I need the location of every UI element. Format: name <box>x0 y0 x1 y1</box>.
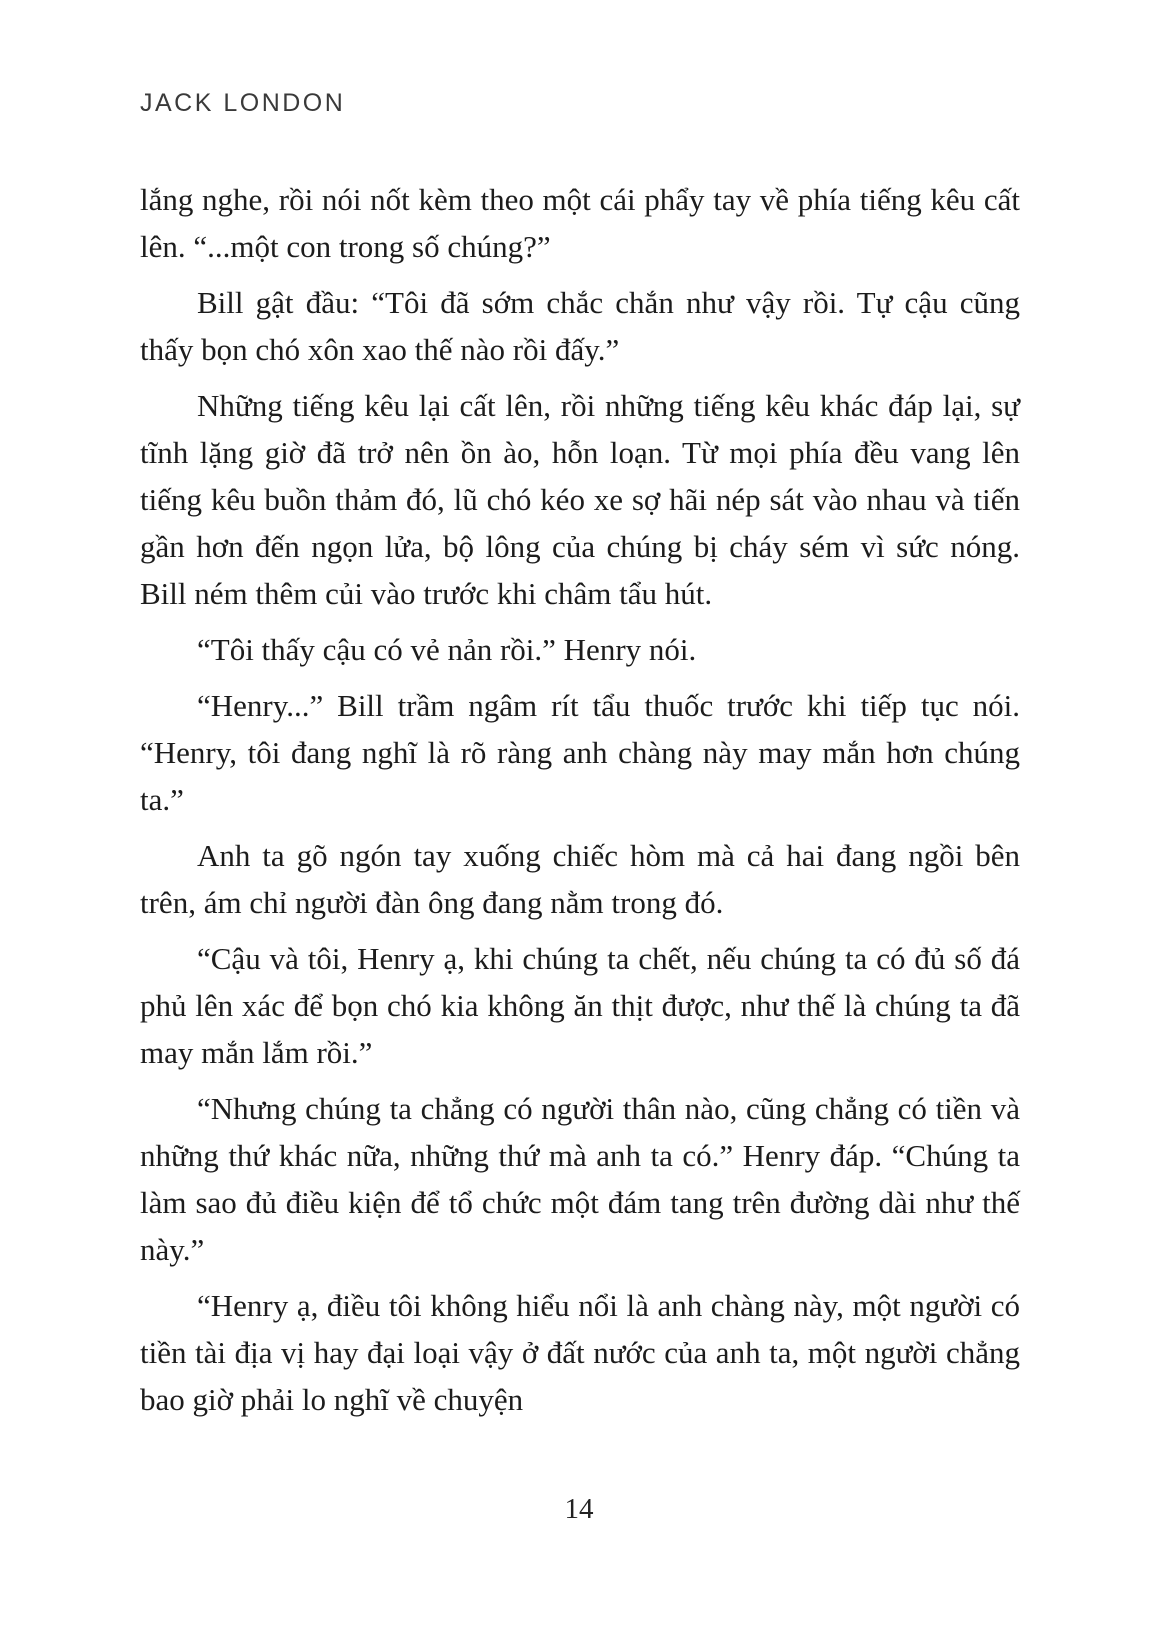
page-number: 14 <box>564 1493 594 1525</box>
paragraph: “Henry ạ, điều tôi không hiểu nổi là anh chàng này, một người có tiền tài địa vị hay đại loại vậy ở đất nước của anh ta, một người chẳng bao giờ phải lo nghĩ về chuyện <box>140 1288 1020 1417</box>
body-text <box>140 176 1020 1423</box>
paragraph: Bill gật đầu: “Tôi đã sớm chắc chắn như vậy rồi. Tự cậu cũng thấy bọn chó xôn xao thế nào rồi đấy.” <box>140 285 1020 367</box>
paragraph: “Tôi thấy cậu có vẻ nản rồi.” Henry nói. <box>197 632 697 667</box>
running-header-author: JACK LONDON <box>140 89 346 117</box>
paragraph: “Henry...” Bill trầm ngâm rít tẩu thuốc trước khi tiếp tục nói. “Henry, tôi đang nghĩ là rõ ràng anh chàng này may mắn hơn chúng ta.” <box>140 688 1020 817</box>
paragraph: lắng nghe, rồi nói nốt kèm theo một cái phẩy tay về phía tiếng kêu cất lên. “...một con trong số chúng?” <box>140 182 1020 264</box>
paragraph: “Nhưng chúng ta chẳng có người thân nào, cũng chẳng có tiền và những thứ khác nữa, những thứ mà anh ta có.” Henry đáp. “Chúng ta làm sao đủ điều kiện để tổ chức một đám tang trên đường dài như thế này.” <box>140 1091 1020 1267</box>
paragraph: Anh ta gõ ngón tay xuống chiếc hòm mà cả hai đang ngồi bên trên, ám chỉ người đàn ông đang nằm trong đó. <box>140 838 1020 920</box>
paragraph: Những tiếng kêu lại cất lên, rồi những tiếng kêu khác đáp lại, sự tĩnh lặng giờ đã trở nên ồn ào, hỗn loạn. Từ mọi phía đều vang lên tiếng kêu buồn thảm đó, lũ chó kéo xe sợ hãi nép sát vào nhau và tiến gần hơn đến ngọn lửa, bộ lông của chúng bị cháy sém vì sức nóng. Bill ném thêm củi vào trước khi châm tẩu hút. <box>140 388 1020 611</box>
paragraph: “Cậu và tôi, Henry ạ, khi chúng ta chết, nếu chúng ta có đủ số đá phủ lên xác để bọn chó kia không ăn thịt được, như thế là chúng ta đã may mắn lắm rồi.” <box>140 941 1020 1070</box>
